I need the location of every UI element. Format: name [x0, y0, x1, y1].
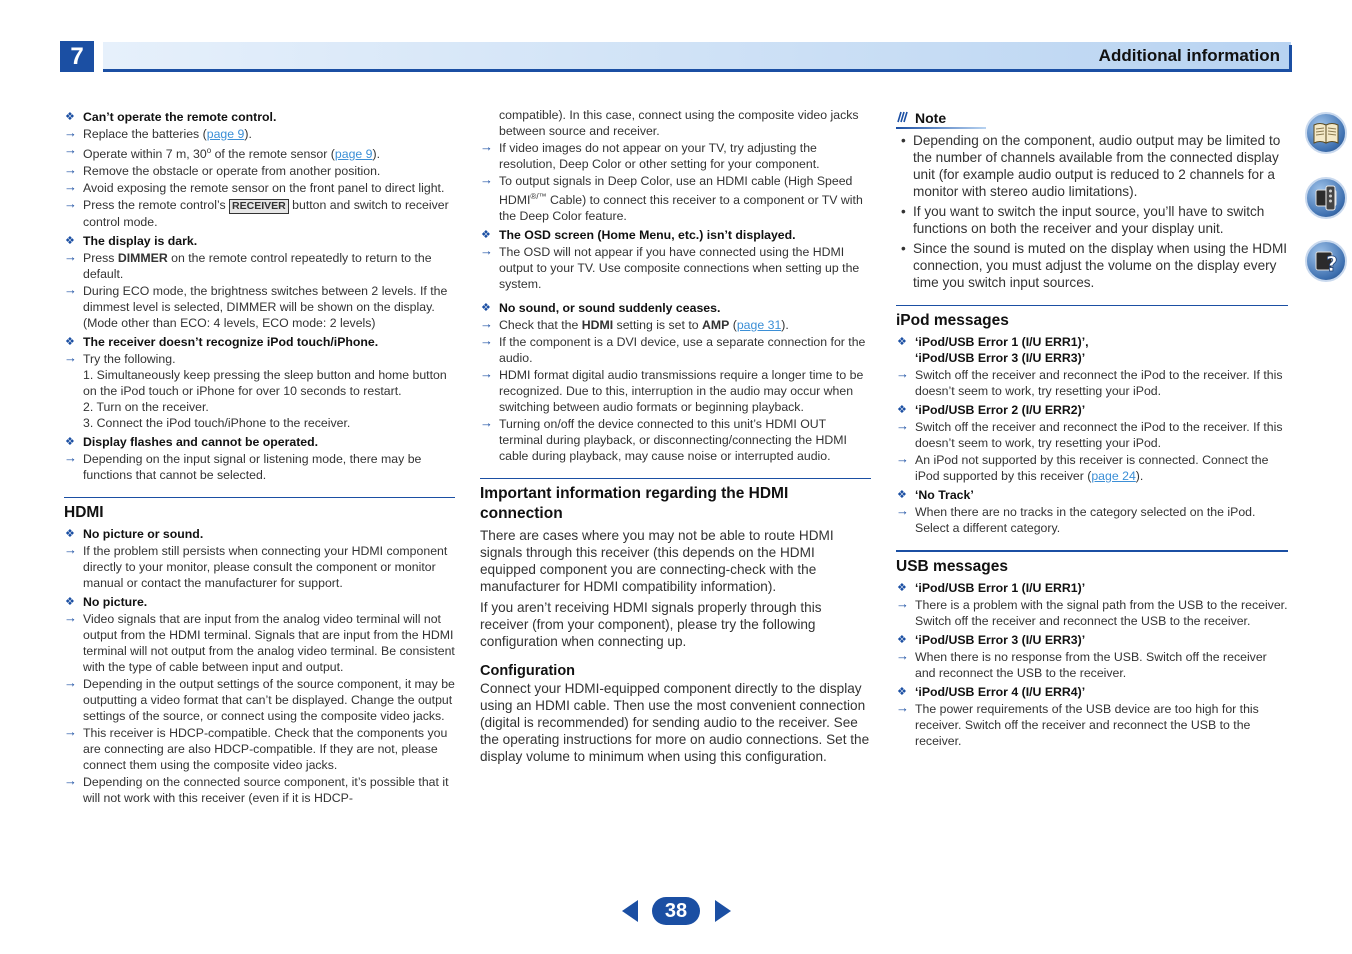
question-ipod: ❖ The receiver doesn’t recognize iPod touch/iPhone.: [64, 334, 455, 350]
answer: → The power requirements of the USB device are too high for this receiver. Switch off the receiver and reconnect the USB to the receiver.: [896, 701, 1288, 749]
receiver-button-label: RECEIVER: [229, 199, 289, 214]
chapter-number: 7: [60, 41, 94, 72]
answer: → The OSD will not appear if you have connected using the HDMI output to your TV. Use composite connections when setting up the system.: [480, 244, 871, 292]
answer: → Press DIMMER on the remote control repeatedly to return to the default.: [64, 250, 455, 282]
page-link[interactable]: page 9: [206, 127, 245, 141]
answer: → HDMI format digital audio transmissions require a longer time to be recognized. Due to this, interruption in the audio may occur when switching between audio formats or beginning playback.: [480, 367, 871, 415]
section-title-ipod: iPod messages: [896, 312, 1009, 329]
question-usb-error-4: ❖ ‘iPod/USB Error 4 (I/U ERR4)’: [896, 684, 1288, 700]
header-tick: [1289, 45, 1292, 71]
section-rule: [64, 497, 455, 498]
column-2: [480, 106, 871, 765]
book-icon[interactable]: [1305, 112, 1347, 154]
answer: → To output signals in Deep Color, use an HDMI cable (High Speed HDMI®/™ Cable) to connect this receiver to a component or TV with the Deep Color feature.: [480, 173, 871, 224]
answer: → If the problem still persists when connecting your HDMI component directly to your monitor, please consult the component or monitor manual or contact the manufacturer for support.: [64, 543, 455, 591]
page-number: 38: [652, 897, 700, 925]
question-no-sound: ❖ No sound, or sound suddenly ceases.: [480, 300, 871, 316]
section-rule: [896, 305, 1288, 306]
question-osd: ❖ The OSD screen (Home Menu, etc.) isn’t displayed.: [480, 227, 871, 243]
question-ipod-error-2: ❖ ‘iPod/USB Error 2 (I/U ERR2)’: [896, 402, 1288, 418]
help-icon[interactable]: [1305, 240, 1347, 282]
paragraph: There are cases where you may not be able to route HDMI signals through this receiver (this depends on the HDMI equipped component you are connecting-check with the manufacturer for HDMI compatibility information).: [480, 528, 834, 595]
section-title-hdmi: HDMI: [64, 504, 104, 522]
column-1: [64, 106, 455, 806]
question-remote: ❖ Can’t operate the remote control.: [64, 109, 455, 125]
answer: → Check that the HDMI setting is set to AMP (page 31).: [480, 317, 871, 333]
note-heading: Note: [896, 109, 1288, 126]
answer: → An iPod not supported by this receiver is connected. Connect the iPod supported by this receiver (page 24).: [896, 452, 1288, 484]
question-no-picture-sound: ❖ No picture or sound.: [64, 526, 455, 542]
answer: → Depending in the output settings of the source component, it may be outputting a video format that can’t be displayed. Change the output settings of the source, or connect using the composite video jacks.: [64, 676, 455, 724]
answer: → Turning on/off the device connected to this unit’s HDMI OUT terminal during playback, or disconnecting/connecting the HDMI cable during playback, may cause noise or interrupted audio.: [480, 416, 871, 464]
previous-page-arrow-icon[interactable]: [622, 900, 638, 922]
question-flash: ❖ Display flashes and cannot be operated.: [64, 434, 455, 450]
header-rule: [103, 69, 1292, 72]
answer: → Depending on the input signal or listening mode, there may be functions that cannot be selected.: [64, 451, 455, 483]
note-item: • Depending on the component, audio output may be limited to the number of channels available from the connected display unit (for example audio output is reduced to 2 channels for a monitor with stereo audio limitations).: [896, 132, 1288, 200]
answer: → Operate within 7 m, 30$^o$ of the remote sensor (page 9).: [64, 143, 455, 162]
answer: → When there are no tracks in the category selected on the iPod. Select a different category.: [896, 504, 1288, 536]
question-usb-error-1: ❖ ‘iPod/USB Error 1 (I/U ERR1)’: [896, 580, 1288, 596]
note-rule: [896, 127, 986, 129]
answer: → Depending on the connected source component, it’s possible that it will not work with this receiver (even if it is HDCP-: [64, 774, 455, 806]
answer: → Replace the batteries (page 9).: [64, 126, 455, 142]
answer: → If video images do not appear on your TV, try adjusting the resolution, Deep Color or other setting for your component.: [480, 140, 871, 172]
answer: → Avoid exposing the remote sensor on the front panel to direct light.: [64, 180, 455, 196]
step: 3. Connect the iPod touch/iPhone to the receiver.: [83, 416, 351, 431]
answer: → Switch off the receiver and reconnect the iPod to the receiver. If this doesn’t seem to work, try resetting your iPod.: [896, 367, 1288, 399]
answer: → Remove the obstacle or operate from another position.: [64, 163, 455, 179]
note-item: • Since the sound is muted on the display when using the HDMI connection, you must adjust the volume on the display every time you switch input sources.: [896, 240, 1288, 291]
answer: → Video signals that are input from the analog video terminal will not output from the HDMI terminal. Signals that are input from the HDMI terminal will not output from the analog video terminal. Be consistent with the type of cable between input and output.: [64, 611, 455, 675]
section-rule: [896, 550, 1288, 552]
svg-text:?: ?: [1326, 252, 1338, 275]
paragraph: Connect your HDMI-equipped component directly to the display using an HDMI cable. Then use the most convenient connection (digital is recommended) for sending audio to the receiver. See the operating instructions for more on audio connections. Set the display volume to minimum when using this configuration.: [480, 681, 870, 765]
section-title-usb: USB messages: [896, 558, 1009, 575]
answer: → Switch off the receiver and reconnect the iPod to the receiver. If this doesn’t seem to work, try resetting your iPod.: [896, 419, 1288, 451]
question-no-picture: ❖ No picture.: [64, 594, 455, 610]
page-link[interactable]: page 31: [736, 318, 782, 333]
answer-continued: compatible). In this case, connect using the composite video jacks between source and receiver.: [499, 108, 859, 138]
answer: → If the component is a DVI device, use a separate connection for the audio.: [480, 334, 871, 366]
page-link[interactable]: page 24: [1091, 469, 1136, 483]
answer: → Press the remote control’s RECEIVER button and switch to receiver control mode.: [64, 197, 455, 230]
note-icon: [896, 109, 910, 126]
answer: → During ECO mode, the brightness switches between 2 levels. If the dimmest level is selected, DIMMER will be shown on the display. (Mode other than ECO: 4 levels, ECO mode: 2 levels): [64, 283, 455, 331]
page-title: Additional information: [1098, 46, 1280, 65]
column-3: [896, 106, 1288, 749]
question-ipod-error-1-3: ❖ ‘iPod/USB Error 1 (I/U ERR1)’, ‘iPod/USB Error 3 (I/U ERR3)’: [896, 334, 1288, 366]
next-page-arrow-icon[interactable]: [715, 900, 731, 922]
answer: → Try the following.: [64, 351, 455, 367]
paragraph: If you aren’t receiving HDMI signals properly through this receiver (from your component), please try the following configuration when connecting up.: [480, 600, 822, 650]
subsection-title-configuration: Configuration: [480, 663, 576, 680]
question-no-track: ❖ ‘No Track’: [896, 487, 1288, 503]
remote-icon[interactable]: [1305, 177, 1347, 219]
answer: → This receiver is HDCP-compatible. Check that the components you are connecting are also HDCP-compatible. If they are not, please connect them using the composite video jacks.: [64, 725, 455, 773]
question-dark: ❖ The display is dark.: [64, 233, 455, 249]
section-title-hdmi-info: Important information regarding the HDMI connection: [480, 485, 789, 523]
step: 1. Simultaneously keep pressing the sleep button and home button on the iPod touch or iPhone for over 10 seconds to restart.: [83, 368, 447, 399]
page-link[interactable]: page 9: [334, 147, 373, 162]
section-rule: [480, 478, 871, 479]
answer: → When there is no response from the USB. Switch off the receiver and reconnect the USB to the receiver.: [896, 649, 1288, 681]
question-usb-error-3: ❖ ‘iPod/USB Error 3 (I/U ERR3)’: [896, 632, 1288, 648]
answer: → There is a problem with the signal path from the USB to the receiver. Switch off the receiver and reconnect the USB to the receiver.: [896, 597, 1288, 629]
note-item: • If you want to switch the input source, you’ll have to switch functions on both the receiver and your display unit.: [896, 203, 1288, 237]
step: 2. Turn on the receiver.: [83, 400, 209, 415]
